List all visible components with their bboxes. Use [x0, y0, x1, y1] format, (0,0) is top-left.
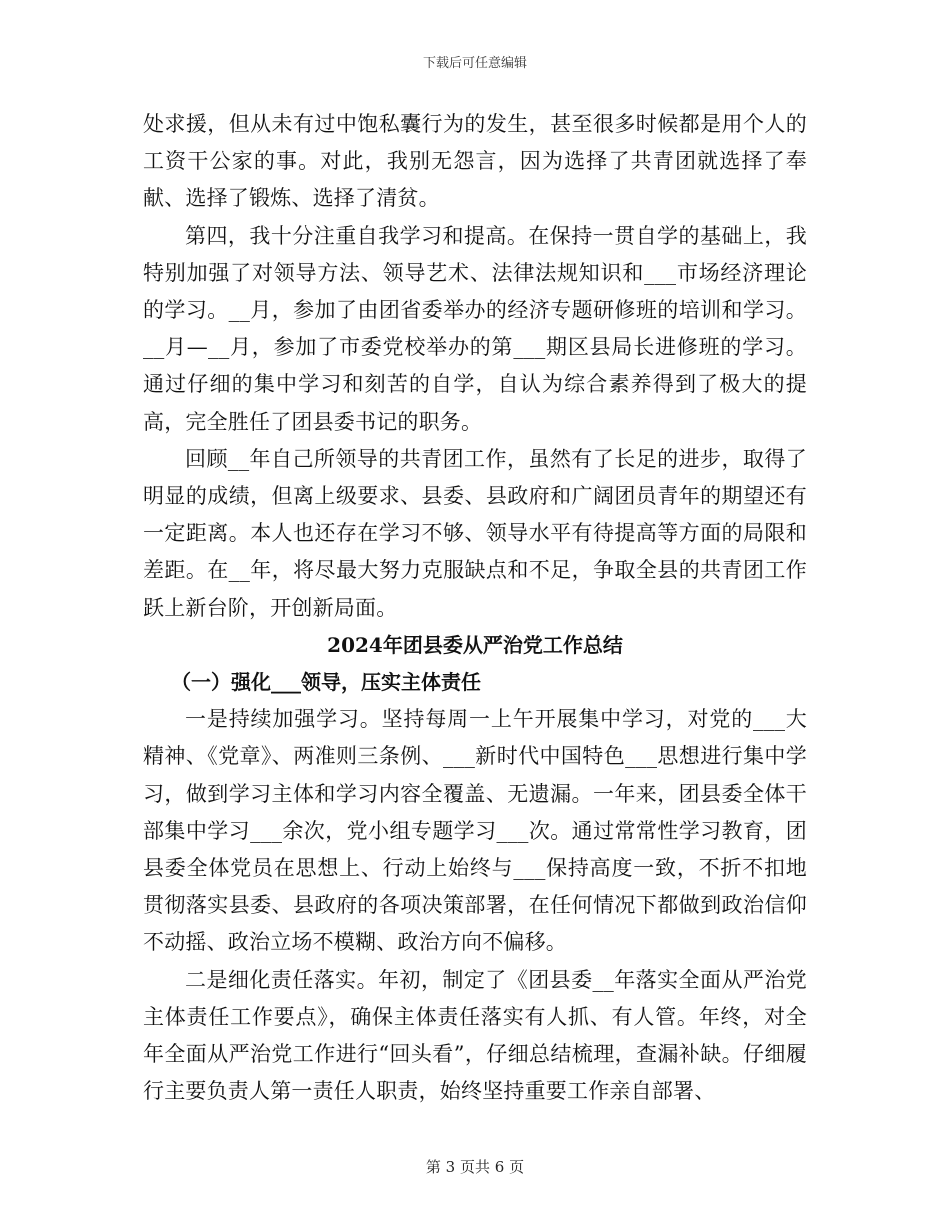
- paragraph-study: 第四，我十分注重自我学习和提高。在保持一贯自学的基础上，我特别加强了对领导方法、领导艺术、法律法规知识和___市场经济理论的学习。__月，参加了由团省委举办的经济专题研修班的培训和学习。__月—__月，参加了市委党校举办的第___期区县局长进修班的学习。通过仔细的集中学习和刻苦的自学，自认为综合素养得到了极大的提高，完全胜任了团县委书记的职务。: [143, 223, 807, 434]
- page-header: 下载后可任意编辑: [422, 56, 527, 71]
- paragraph-learning: 一是持续加强学习。坚持每周一上午开展集中学习，对党的___大精神、《党章》、两准则三条例、___新时代中国特色___思想进行集中学习，做到学习主体和学习内容全覆盖、无遗漏。一年来，团县委全体干部集中学习___余次，党小组专题学习___次。通过常常性学习教育，团县委全体党员在思想上、行动上始终与___保持高度一致，不折不扣地贯彻落实县委、县政府的各项决策部署，在任何情况下都做到政治信仰不动摇、政治立场不模糊、政治方向不偏移。: [143, 707, 807, 955]
- subsection-title: （一）强化___领导，压实主体责任: [171, 670, 481, 695]
- section-title: 2024年团县委从严治党工作总结: [327, 632, 623, 657]
- paragraph-responsibility: 二是细化责任落实。年初，制定了《团县委__年落实全面从严治党主体责任工作要点》，确保主体责任落实有人抓、有人管。年终，对全年全面从严治党工作进行“回头看”，仔细总结梳理，查漏补缺。仔细履行主要负责人第一责任人职责，始终坚持重要工作亲自部署、: [143, 967, 807, 1104]
- paragraph-review: 回顾__年自己所领导的共青团工作，虽然有了长足的进步，取得了明显的成绩，但离上级要求、县委、县政府和广阔团员青年的期望还有一定距离。本人也还存在学习不够、领导水平有待提高等方面的局限和差距。在__年，将尽最大努力克服缺点和不足，争取全县的共青团工作跃上新台阶，开创新局面。: [143, 446, 807, 620]
- paragraph-continuation: 处求援，但从未有过中饱私囊行为的发生，甚至很多时候都是用个人的工资干公家的事。对此，我别无怨言，因为选择了共青团就选择了奉献、选择了锻炼、选择了清贫。: [143, 112, 807, 211]
- document-body: [143, 106, 807, 1110]
- page-number: 第 3 页共 6 页: [425, 1158, 525, 1176]
